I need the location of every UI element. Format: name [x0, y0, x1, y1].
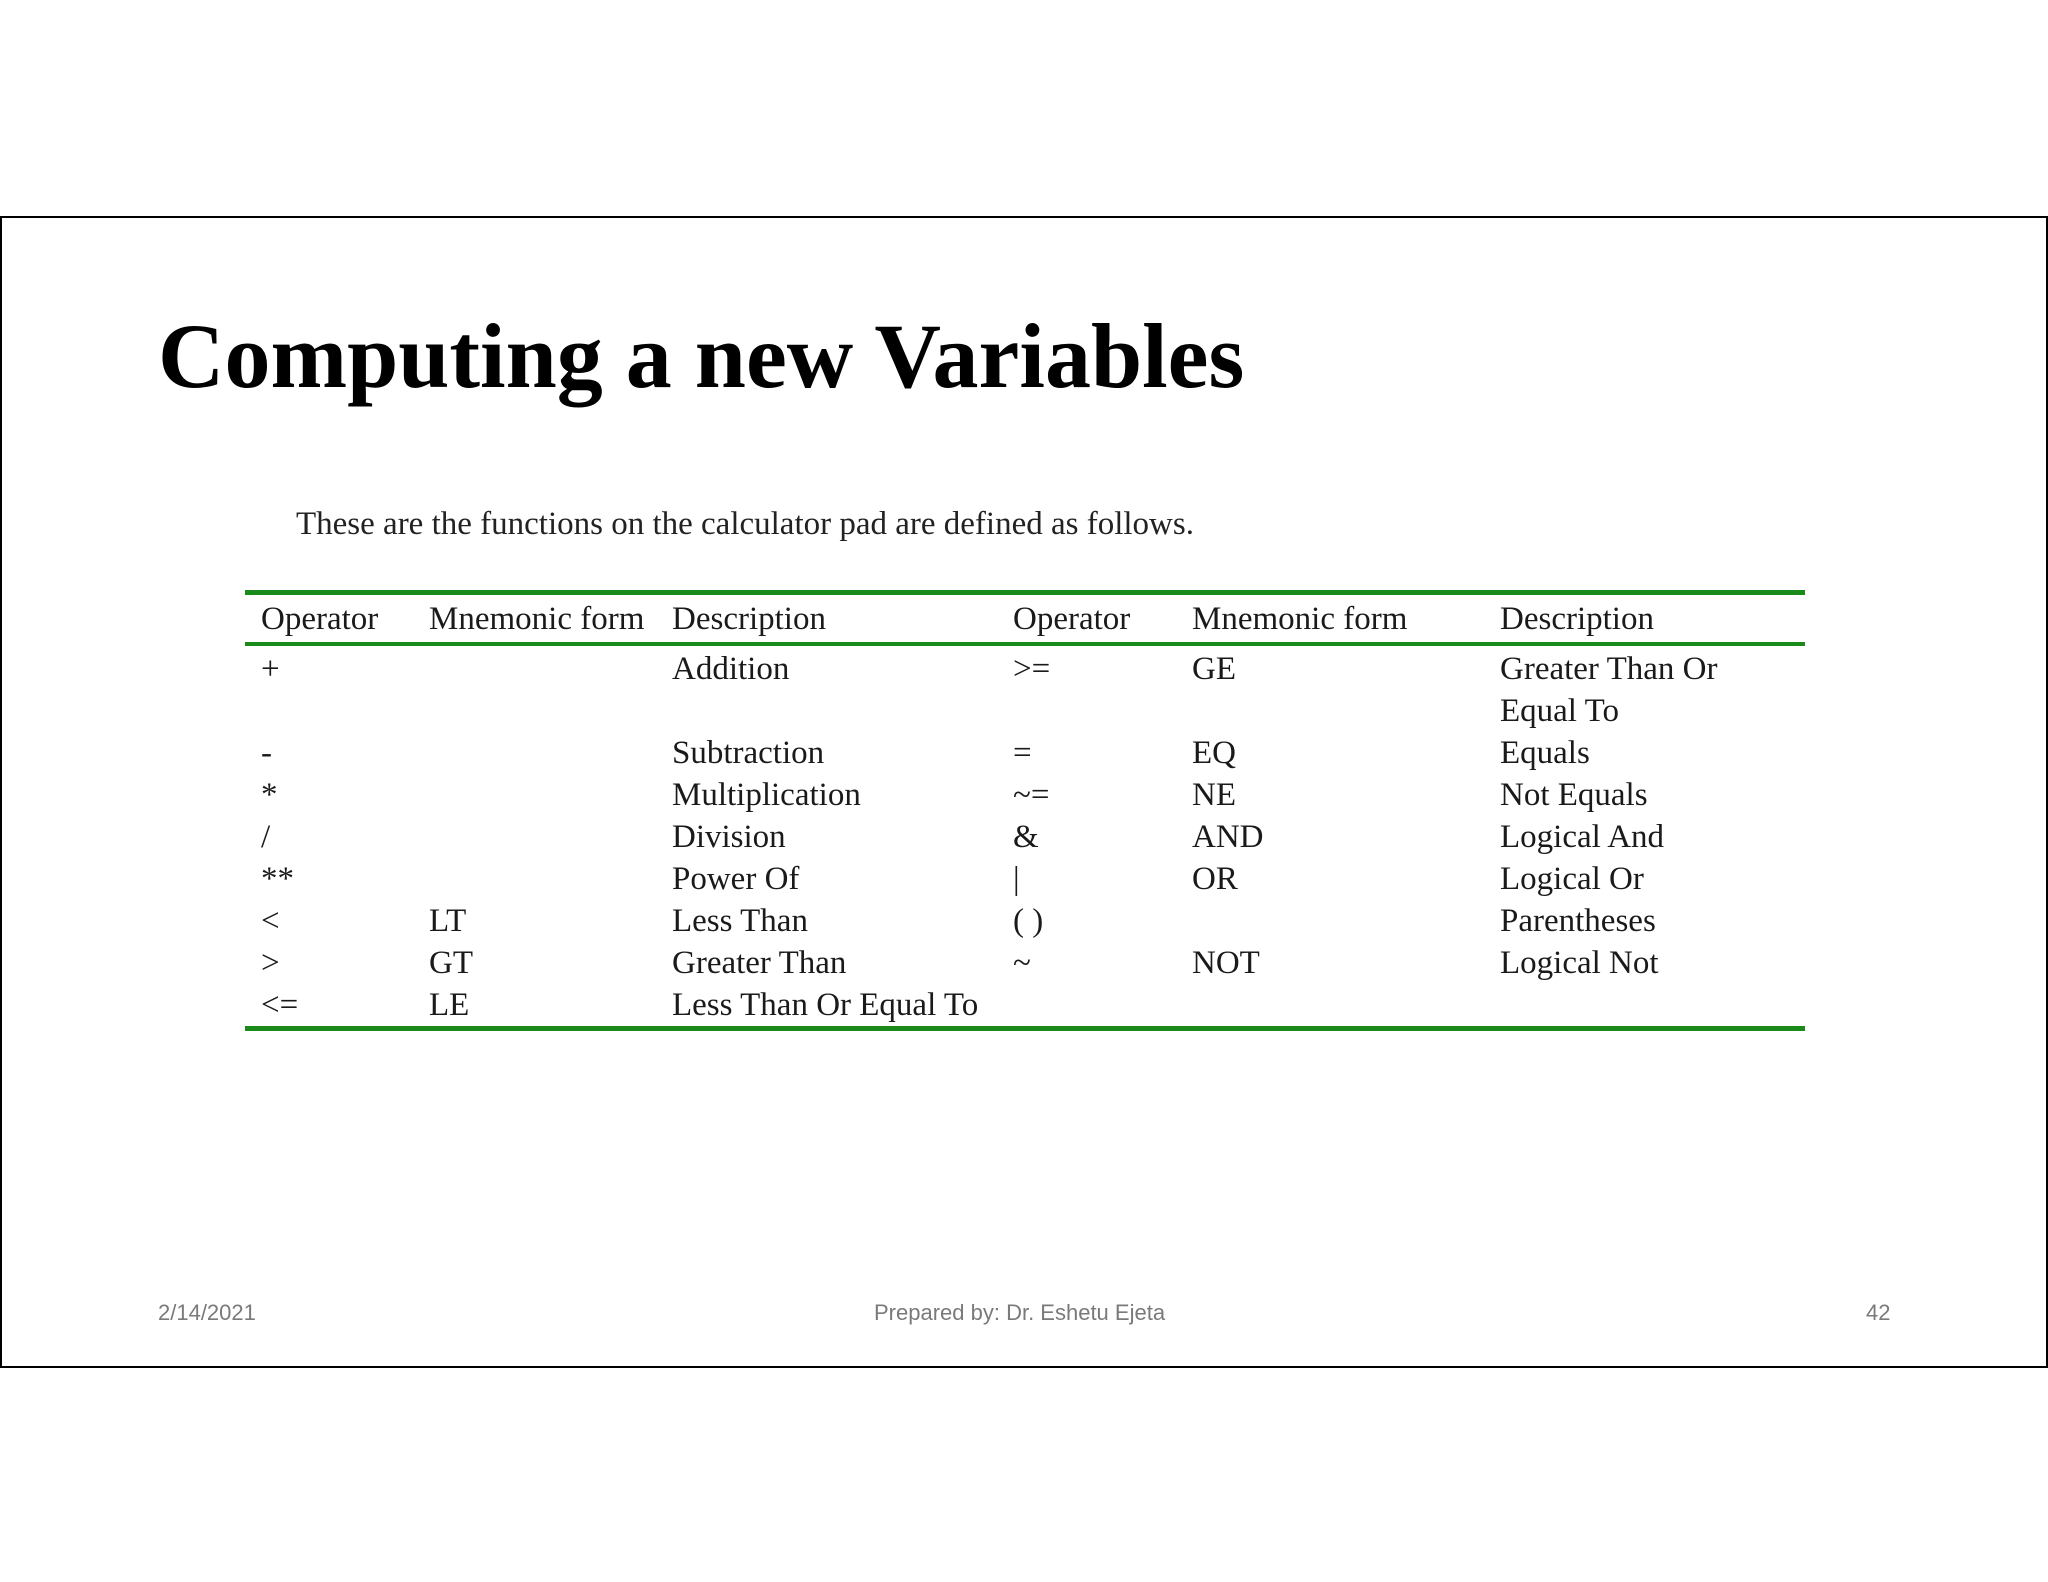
table-row: [245, 984, 1805, 1029]
cell-description: Multiplication: [672, 777, 861, 813]
table-row: [245, 644, 1805, 732]
cell-mnemonic-2: GE: [1192, 651, 1236, 687]
cell-mnemonic-2: NE: [1192, 777, 1236, 813]
cell-description-2: Logical And: [1500, 819, 1665, 855]
table-header-row: [245, 593, 1805, 645]
cell-mnemonic-2: [1182, 900, 1490, 942]
cell-description: Power Of: [672, 861, 800, 897]
cell-description-2: Greater Than Or Equal To: [1500, 651, 1718, 729]
cell-mnemonic: [419, 774, 662, 816]
table-row: [245, 900, 1805, 942]
cell-operator: <=: [261, 987, 299, 1023]
header-mnemonic-form: Mnemonic form: [419, 593, 662, 645]
cell-description-2: Equals: [1500, 735, 1590, 771]
slide-title: Computing a new Variables: [158, 305, 1245, 407]
cell-operator-2: ~=: [1013, 777, 1050, 813]
cell-mnemonic: LT: [429, 903, 467, 939]
cell-mnemonic: GT: [429, 945, 473, 981]
cell-mnemonic: [419, 858, 662, 900]
cell-mnemonic-2: AND: [1192, 819, 1264, 855]
page-number: 42: [1866, 1300, 1891, 1325]
cell-mnemonic: LE: [429, 987, 470, 1023]
table-row: [245, 732, 1805, 774]
cell-operator: >: [261, 945, 280, 981]
cell-description-2: Logical Not: [1500, 945, 1659, 981]
cell-mnemonic-2: EQ: [1192, 735, 1236, 771]
cell-operator-2: &: [1013, 819, 1039, 855]
header-description: Description: [662, 593, 1003, 645]
cell-mnemonic-2: OR: [1192, 861, 1238, 897]
footer-date: 2/14/2021: [158, 1300, 256, 1325]
cell-description-2: Logical Or: [1500, 861, 1644, 897]
cell-operator-2: [1003, 984, 1182, 1029]
header-description-2: Description: [1490, 593, 1805, 645]
cell-operator: **: [261, 861, 294, 897]
intro-text: These are the functions on the calculator pad are defined as follows.: [296, 506, 1194, 542]
cell-description-2: Not Equals: [1500, 777, 1648, 813]
table-row: [245, 816, 1805, 858]
cell-operator-2: |: [1013, 861, 1020, 897]
cell-operator: +: [261, 651, 280, 687]
cell-description-2: [1490, 984, 1805, 1029]
header-operator-2: Operator: [1003, 593, 1182, 645]
cell-description: Less Than Or Equal To: [672, 987, 979, 1023]
cell-description: Less Than: [672, 903, 808, 939]
header-mnemonic-form-2: Mnemonic form: [1182, 593, 1490, 645]
cell-mnemonic: [419, 644, 662, 732]
cell-operator: *: [261, 777, 278, 813]
table-row: [245, 858, 1805, 900]
cell-mnemonic: [419, 732, 662, 774]
cell-operator: <: [261, 903, 280, 939]
cell-description-2: Parentheses: [1500, 903, 1656, 939]
cell-operator: -: [261, 735, 272, 771]
cell-operator-2: >=: [1013, 651, 1051, 687]
cell-operator-2: =: [1013, 735, 1032, 771]
cell-mnemonic: [419, 816, 662, 858]
cell-mnemonic-2: [1182, 984, 1490, 1029]
header-operator: Operator: [245, 593, 419, 645]
cell-description: Greater Than: [672, 945, 847, 981]
cell-operator-2: ~: [1013, 945, 1031, 981]
table-row: [245, 942, 1805, 984]
cell-mnemonic-2: NOT: [1192, 945, 1260, 981]
cell-operator-2: ( ): [1013, 903, 1044, 939]
cell-description: Subtraction: [672, 735, 825, 771]
slide: [0, 216, 2048, 1368]
cell-description: Division: [672, 819, 786, 855]
footer-author: Prepared by: Dr. Eshetu Ejeta: [874, 1300, 1166, 1325]
cell-operator: /: [261, 819, 271, 855]
operators-table: [245, 590, 1805, 1031]
cell-description: Addition: [672, 651, 790, 687]
table-row: [245, 774, 1805, 816]
